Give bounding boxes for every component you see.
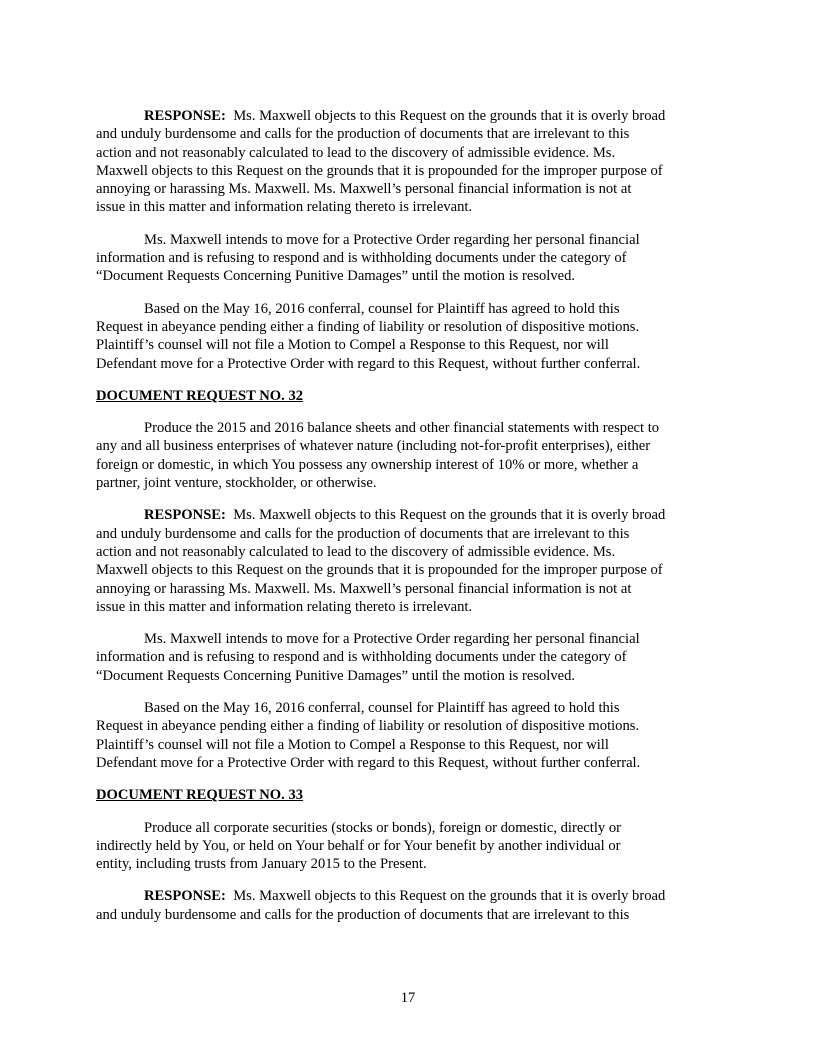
line-text: Based on the May 16, 2016 conferral, counsel for Plaintiff has agreed to hold this [144, 700, 620, 717]
text-line [96, 667, 721, 685]
text-line [96, 318, 721, 336]
line-text: Ms. Maxwell objects to this Request on the grounds that it is overly broad [233, 108, 666, 124]
document-page [96, 107, 721, 924]
section-heading: DOCUMENT REQUEST NO. 33 [96, 787, 304, 804]
text-line [96, 717, 721, 735]
line-text: annoying or harassing Ms. Maxwell. Ms. Maxwell’s personal financial information is not at [96, 580, 632, 597]
line-text: Plaintiff’s counsel will not file a Motion to Compel a Response to this Request, nor will [96, 736, 609, 753]
body-paragraph [96, 630, 721, 685]
text-line [96, 837, 721, 855]
response-paragraph [96, 107, 721, 217]
text-line [96, 267, 721, 285]
line-text: information and is refusing to respond and is withholding documents under the category of [96, 649, 627, 666]
line-text: Ms. Maxwell intends to move for a Protective Order regarding her personal financial [144, 231, 640, 248]
response-paragraph [96, 506, 721, 616]
text-line [96, 630, 721, 648]
text-line [96, 754, 721, 772]
line-text: Produce all corporate securities (stocks or bonds), foreign or domestic, directly or [144, 819, 621, 836]
text-line [96, 107, 721, 125]
text-line [96, 231, 721, 249]
text-line [96, 300, 721, 318]
line-text: Based on the May 16, 2016 conferral, counsel for Plaintiff has agreed to hold this [144, 300, 620, 317]
line-text: foreign or domestic, in which You possess any ownership interest of 10% or more, whether a [96, 456, 639, 473]
line-text: action and not reasonably calculated to lead to the discovery of admissible evidence. Ms. [96, 543, 616, 560]
text-line [96, 336, 721, 354]
line-text: entity, including trusts from January 2015 to the Present. [96, 856, 427, 873]
response-label: RESPONSE: [144, 507, 226, 524]
text-line [96, 355, 721, 373]
body-paragraph [96, 419, 721, 492]
body-paragraph [96, 300, 721, 373]
line-text: Ms. Maxwell intends to move for a Protective Order regarding her personal financial [144, 631, 640, 648]
text-line [96, 855, 721, 873]
text-line [96, 525, 721, 543]
line-text: “Document Requests Concerning Punitive Damages” until the motion is resolved. [96, 268, 576, 285]
response-label: RESPONSE: [144, 108, 226, 124]
text-line [96, 506, 721, 524]
line-text: Request in abeyance pending either a finding of liability or resolution of dispositive motions. [96, 318, 640, 335]
line-text: Produce the 2015 and 2016 balance sheets and other financial statements with respect to [144, 420, 660, 437]
line-text: indirectly held by You, or held on Your behalf or for Your benefit by another individual or [96, 837, 621, 854]
text-line [96, 648, 721, 666]
line-text: “Document Requests Concerning Punitive Damages” until the motion is resolved. [96, 667, 576, 684]
line-text: Defendant move for a Protective Order with regard to this Request, without further conferral. [96, 355, 641, 372]
line-text: action and not reasonably calculated to lead to the discovery of admissible evidence. Ms. [96, 144, 616, 161]
text-line [96, 819, 721, 837]
line-text: issue in this matter and information relating thereto is irrelevant. [96, 598, 473, 615]
line-text: annoying or harassing Ms. Maxwell. Ms. Maxwell’s personal financial information is not at [96, 181, 632, 198]
text-line [96, 598, 721, 616]
text-line [96, 249, 721, 267]
line-text: information and is refusing to respond and is withholding documents under the category of [96, 250, 627, 267]
body-paragraph [96, 819, 721, 874]
line-text: partner, joint venture, stockholder, or otherwise. [96, 475, 377, 492]
text-line [96, 144, 721, 162]
text-line [96, 125, 721, 143]
section-heading: DOCUMENT REQUEST NO. 32 [96, 387, 304, 404]
text-line [96, 437, 721, 455]
response-paragraph [96, 887, 721, 924]
line-text: Defendant move for a Protective Order with regard to this Request, without further conferral. [96, 754, 641, 771]
text-line [96, 180, 721, 198]
body-paragraph [96, 699, 721, 772]
text-line [96, 906, 721, 924]
text-line [96, 474, 721, 492]
text-line [96, 419, 721, 437]
line-text: Maxwell objects to this Request on the grounds that it is propounded for the improper purpose of [96, 562, 663, 579]
line-text: Ms. Maxwell objects to this Request on the grounds that it is overly broad [233, 507, 666, 524]
page-number: 17 [400, 990, 416, 1006]
body-paragraph [96, 231, 721, 286]
line-text: and unduly burdensome and calls for the production of documents that are irrelevant to this [96, 525, 630, 542]
line-text: Plaintiff’s counsel will not file a Motion to Compel a Response to this Request, nor will [96, 337, 609, 354]
response-label: RESPONSE: [144, 888, 226, 905]
text-line [96, 543, 721, 561]
line-text: and unduly burdensome and calls for the production of documents that are irrelevant to this [96, 906, 630, 923]
line-text: Ms. Maxwell objects to this Request on the grounds that it is overly broad [233, 888, 666, 905]
line-text: Maxwell objects to this Request on the grounds that it is propounded for the improper purpose of [96, 162, 663, 179]
text-line [96, 198, 721, 216]
line-text: and unduly burdensome and calls for the production of documents that are irrelevant to this [96, 126, 630, 143]
line-text: any and all business enterprises of whatever nature (including not-for-profit enterprises), either [96, 438, 651, 455]
line-text: issue in this matter and information relating thereto is irrelevant. [96, 199, 473, 216]
text-line [96, 162, 721, 180]
text-line [96, 736, 721, 754]
text-line [96, 887, 721, 905]
text-line [96, 699, 721, 717]
text-line [96, 456, 721, 474]
line-text: Request in abeyance pending either a finding of liability or resolution of dispositive motions. [96, 718, 640, 735]
text-line [96, 561, 721, 579]
text-line [96, 580, 721, 598]
